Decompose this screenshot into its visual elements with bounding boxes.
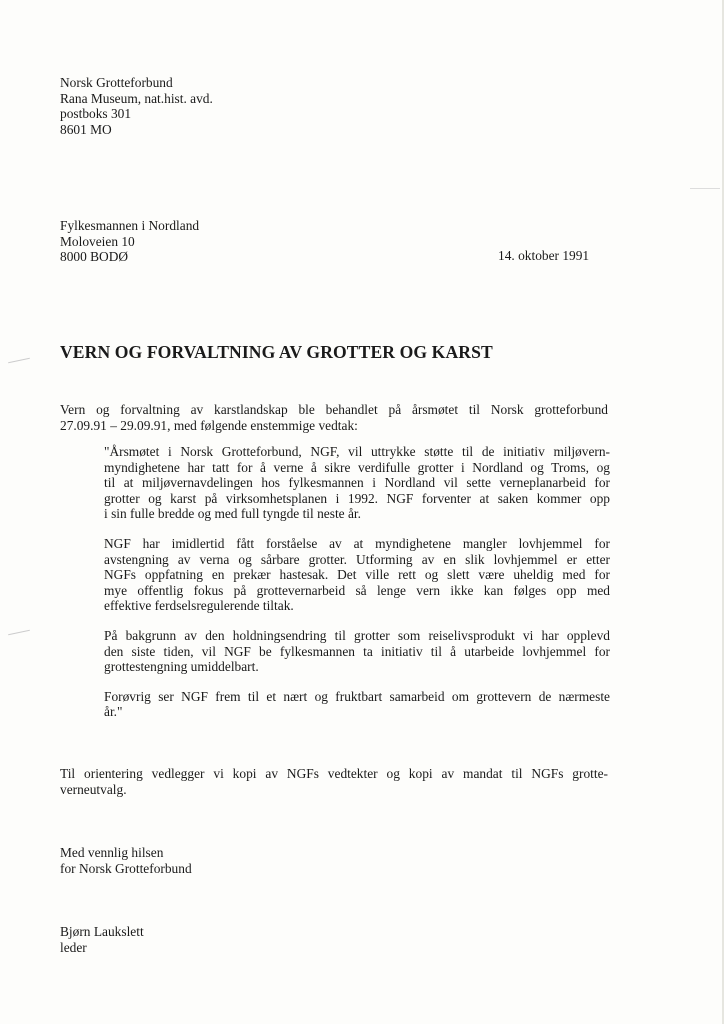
note-line: verneutvalg.	[60, 781, 127, 797]
quote-paragraph	[104, 444, 610, 522]
closing-greeting	[60, 845, 192, 876]
attachment-note	[60, 766, 608, 797]
intro-line: 27.09.91 – 29.09.91, med følgende enstemmige vedtak:	[60, 417, 358, 433]
quote-line: NGF har imidlertid fått forståelse av at myndighetene mangler lovhjemmel for	[104, 535, 610, 551]
recipient-line: Moloveien 10	[60, 233, 135, 249]
signer-name: Bjørn Laukslett	[60, 924, 144, 939]
quote-line: Forøvrig ser NGF frem til et nært og fruktbart samarbeid om grottevern de nærmeste	[104, 688, 610, 704]
quote-line: grottestengning umiddelbart.	[104, 659, 259, 675]
letter-title: VERN OG FORVALTNING AV GROTTER OG KARST	[60, 342, 493, 362]
quote-line: avstengning av verna og sårbare grotter. Utforming av en slik lovhjemmel er etter	[104, 551, 610, 567]
sender-line: postboks 301	[60, 106, 132, 122]
sender-line: Rana Museum, nat.hist. avd.	[60, 90, 213, 106]
quote-line: effektive ferdselsregulerende tiltak.	[104, 598, 294, 614]
resolution-quote	[104, 444, 610, 734]
quote-line: i sin fulle bredde og med full tyngde til neste år.	[104, 506, 361, 522]
sender-line: 8601 MO	[60, 121, 112, 137]
quote-line: den siste tiden, vil NGF be fylkesmannen ta initiativ til å utarbeide lovhjemmel for	[104, 643, 610, 659]
quote-line: år."	[104, 704, 123, 720]
greeting-line: Med vennlig hilsen	[60, 845, 164, 860]
note-line: Til orientering vedlegger vi kopi av NGFs vedtekter og kopi av mandat til NGFs grotte-	[60, 766, 608, 781]
sender-address	[60, 75, 213, 137]
intro-paragraph	[60, 402, 608, 433]
quote-line: mye offentlig fokus på grottevernarbeid så lenge vern ikke kan følges opp med	[104, 582, 610, 598]
quote-line: På bakgrunn av den holdningsendring til grotter som reiselivsprodukt vi har opplevd	[104, 627, 610, 643]
sender-line: Norsk Grotteforbund	[60, 75, 173, 90]
recipient-line: 8000 BODØ	[60, 249, 129, 265]
intro-line: Vern og forvaltning av karstlandskap ble behandlet på årsmøtet til Norsk grotteforbund	[60, 402, 608, 417]
quote-line: til at miljøvernavdelingen hos fylkesmannen i Nordland vil sette verneplanarbeid for	[104, 475, 610, 491]
quote-line: NGFs oppfatning en prekær hastesak. Det ville rett og slett være uheldig med for	[104, 567, 610, 583]
quote-line: myndighetene har tatt for å verne å sikre verdifulle grotter i Nordland og Troms, og	[104, 459, 610, 475]
greeting-line: for Norsk Grotteforbund	[60, 860, 192, 876]
quote-paragraph	[104, 689, 610, 720]
scan-mark	[8, 358, 30, 364]
letter-date: 14. oktober 1991	[498, 248, 590, 263]
quote-line: "Årsmøtet i Norsk Grotteforbund, NGF, vil uttrykke støtte til de initiativ miljøvern-	[104, 444, 610, 459]
quote-paragraph	[104, 628, 610, 675]
scan-mark	[8, 630, 30, 636]
quote-paragraph	[104, 536, 610, 614]
scan-mark	[690, 188, 720, 189]
recipient-line: Fylkesmannen i Nordland	[60, 218, 200, 233]
quote-line: grotter og karst på virksomhetsplanen i 1992. NGF forventer at saken kommer opp	[104, 490, 610, 506]
signer-role: leder	[60, 939, 87, 955]
signature-block	[60, 924, 144, 955]
recipient-address	[60, 218, 199, 265]
